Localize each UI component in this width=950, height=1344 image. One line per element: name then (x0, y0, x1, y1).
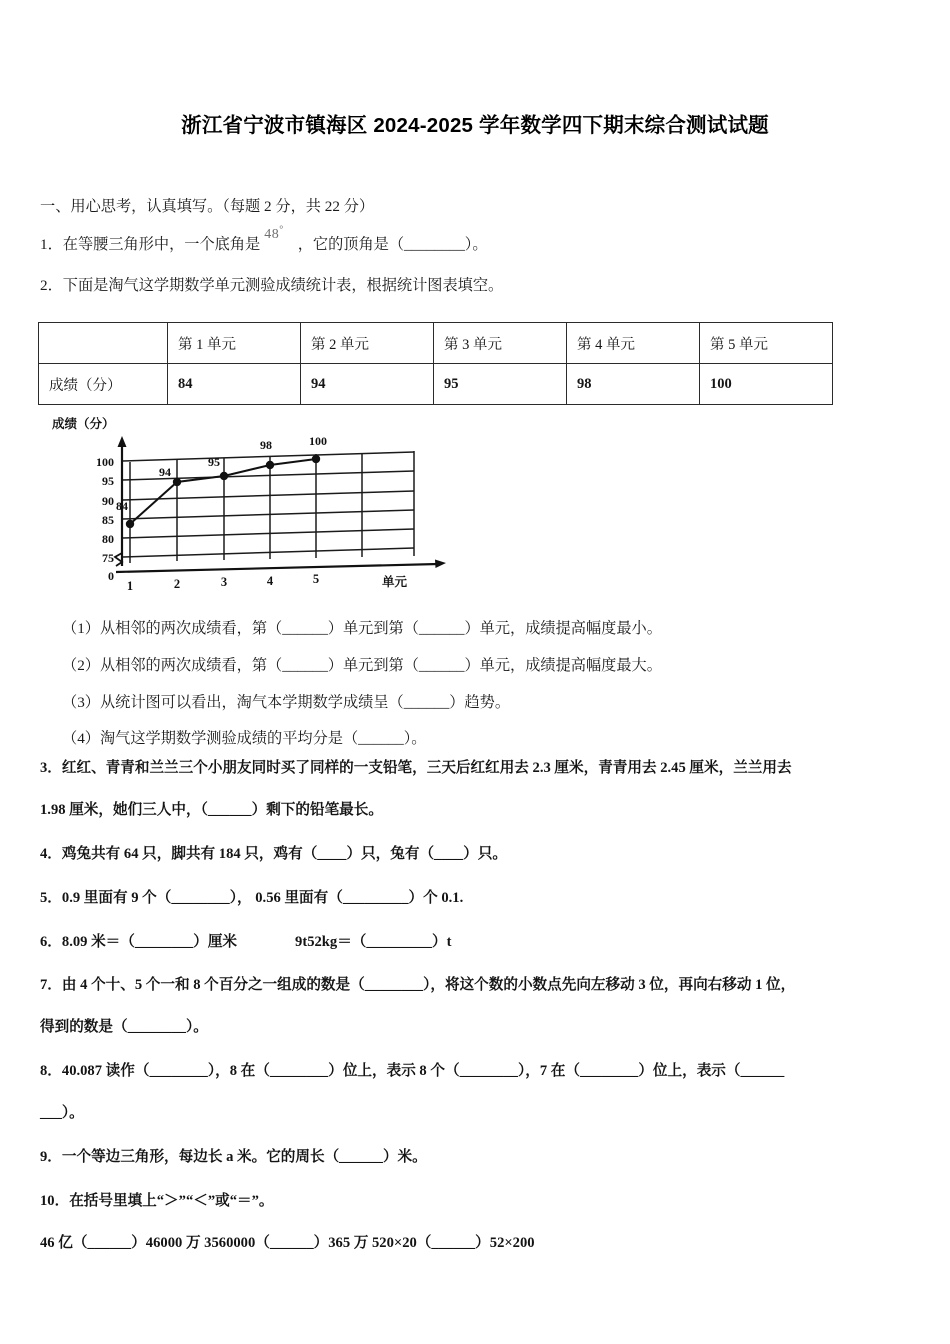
section-one-block (40, 196, 920, 308)
score-table (38, 322, 833, 405)
question-10-line-2: 46 亿（______）46000 万 3560000（______）365 万 520×20（______）52×200 (40, 1234, 535, 1251)
question-8-line-2: ___）。 (40, 1105, 84, 1122)
table-col-header-1: 第 1 单元 (168, 323, 301, 364)
chart-x-tick-2: 2 (173, 577, 181, 591)
chart-point-label-4: 98 (260, 438, 272, 452)
chart-y-tick-100: 100 (96, 455, 114, 469)
question-4: 4．鸡兔共有 64 只，脚共有 184 只，鸡有（____）只，兔有（____）只。 (40, 845, 508, 862)
question-2-sub-1: （1）从相邻的两次成绩看，第（______）单元到第（______）单元，成绩提高幅度最小。 (62, 620, 662, 637)
chart-point-3 (220, 472, 228, 480)
table-cell-score-3: 95 (434, 364, 567, 405)
question-3-line-1: 3．红红、青青和兰兰三个小朋友同时买了同样的一支铅笔，三天后红红用去 2.3 厘米，青青用去 2.45 厘米，兰兰用去 (40, 760, 792, 776)
table-cell-score-1: 84 (168, 364, 301, 405)
question-3-line-2: 1.98 厘米，她们三人中，（______）剩下的铅笔最长。 (40, 801, 383, 818)
chart-x-axis-title: 单元 (382, 575, 408, 589)
chart-y-origin-label: 0 (108, 569, 114, 583)
chart-y-tick-75: 75 (102, 551, 114, 565)
question-7-line-2: 得到的数是（________）。 (40, 1019, 208, 1036)
chart-point-label-1: 84 (116, 499, 128, 513)
chart-point-label-3: 95 (208, 455, 220, 469)
chart-x-tick-3: 3 (220, 575, 228, 589)
chart-point-1 (126, 520, 134, 528)
question-7-line-1: 7．由 4 个十、5 个一和 8 个百分之一组成的数是（________），将这个数的小数点先向左移动 3 位，再向右移动 1 位， (40, 977, 796, 994)
chart-point-2 (173, 478, 181, 486)
score-line-chart (42, 414, 462, 600)
table-col-header-4: 第 4 单元 (567, 323, 700, 364)
chart-point-label-2: 94 (159, 465, 171, 479)
table-col-header-2: 第 2 单元 (301, 323, 434, 364)
chart-point-label-5: 100 (309, 434, 327, 448)
question-2-sub-4: （4）淘气这学期数学测验成绩的平均分是（______）。 (62, 730, 427, 748)
questions-3-to-10 (40, 758, 930, 1255)
table-corner-cell (39, 323, 168, 364)
table-header-row (39, 323, 833, 364)
chart-x-tick-4: 4 (266, 574, 274, 588)
question-1 (40, 224, 920, 257)
question-9: 9．一个等边三角形，每边长 a 米。它的周长（______）米。 (40, 1149, 427, 1166)
chart-point-5 (312, 455, 320, 463)
table-cell-score-2: 94 (301, 364, 434, 405)
chart-x-axis (116, 560, 446, 573)
table-row-label: 成绩（分） (39, 364, 168, 405)
section-one-heading: 一、用心思考，认真填写。（每题 2 分，共 22 分） (40, 198, 375, 215)
question-6-part-2: 9t52kg＝（_________）t (295, 933, 452, 950)
chart-y-axis-title: 成绩（分） (52, 417, 115, 431)
chart-y-tick-95: 95 (102, 474, 114, 488)
question-2-subquestions (62, 618, 922, 765)
chart-data-points (126, 455, 320, 528)
chart-x-tick-5: 5 (312, 572, 320, 586)
table-cell-score-5: 100 (700, 364, 833, 405)
question-5: 5．0.9 里面有 9 个（________）， 0.56 里面有（_________）个 0.1. (40, 889, 464, 906)
question-10-line-1: 10．在括号里填上“＞”“＜”或“＝”。 (40, 1192, 274, 1209)
question-1-prefix: 1．在等腰三角形中，一个底角是 (40, 235, 261, 253)
table-col-header-5: 第 5 单元 (700, 323, 833, 364)
question-1-angle-value: 48 (264, 226, 280, 242)
page-title: 浙江省宁波市镇海区 2024-2025 学年数学四下期末综合测试试题 (181, 114, 769, 137)
question-2-stem: 2．下面是淘气这学期数学单元测验成绩统计表，根据统计图表填空。 (40, 277, 504, 295)
question-1-suffix: ，它的顶角是（________）。 (297, 235, 488, 253)
question-8-line-1: 8．40.087 读作（________），8 在（________）位上，表示 8 个（________），7 在（________）位上，表示（______ (40, 1063, 785, 1080)
chart-y-tick-90: 90 (102, 494, 114, 508)
question-6-part-1: 6．8.09 米＝（________）厘米 (40, 933, 238, 950)
chart-y-tick-85: 85 (102, 513, 114, 527)
chart-point-4 (266, 461, 274, 469)
question-2-sub-3: （3）从统计图可以看出，淘气本学期数学成绩呈（______）趋势。 (62, 693, 511, 711)
table-col-header-3: 第 3 单元 (434, 323, 567, 364)
chart-y-tick-labels (96, 455, 114, 583)
chart-x-tick-1: 1 (126, 579, 134, 593)
chart-x-tick-labels (127, 572, 319, 593)
table-row (39, 364, 833, 405)
table-cell-score-4: 98 (567, 364, 700, 405)
chart-y-tick-80: 80 (102, 532, 114, 546)
question-2-sub-2: （2）从相邻的两次成绩看，第（______）单元到第（______）单元，成绩提高幅度最大。 (62, 656, 662, 674)
question-1-angle (260, 224, 298, 242)
question-6 (40, 932, 930, 954)
degree-icon: ° (279, 224, 284, 236)
